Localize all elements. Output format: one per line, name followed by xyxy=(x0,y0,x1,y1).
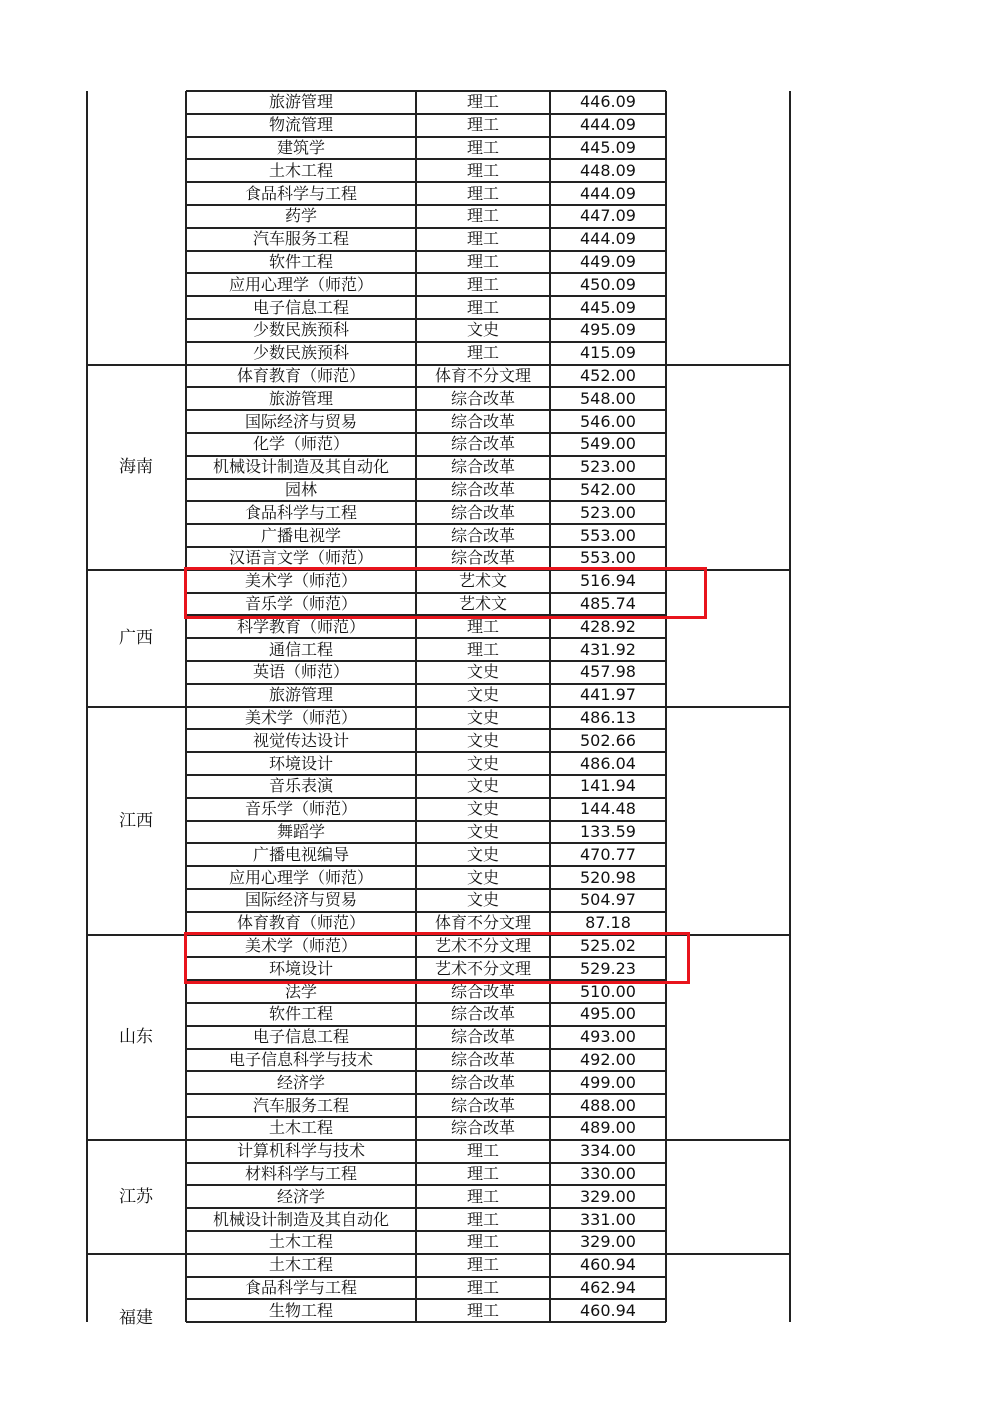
cell-major: 少数民族预科 xyxy=(252,320,349,340)
cell-category: 理工 xyxy=(466,1300,499,1320)
cell-major: 药学 xyxy=(284,206,317,226)
cell-major: 应用心理学（师范） xyxy=(228,867,373,887)
cell-major: 食品科学与工程 xyxy=(244,183,357,203)
cell-major: 国际经济与贸易 xyxy=(244,411,357,431)
cell-category: 理工 xyxy=(466,616,499,636)
highlight-box-shandong xyxy=(184,932,690,985)
cell-category: 文史 xyxy=(466,844,499,864)
province-label: 广西 xyxy=(119,628,153,649)
cell-major: 电子信息科学与技术 xyxy=(228,1050,373,1069)
cell-major: 物流管理 xyxy=(268,115,333,135)
cell-score: 331.00 xyxy=(580,1209,636,1229)
cell-category: 文史 xyxy=(466,867,499,887)
cell-score: 444.09 xyxy=(580,229,636,249)
province-label: 江苏 xyxy=(119,1186,153,1207)
cell-score: 444.09 xyxy=(580,183,636,203)
cell-category: 综合改革 xyxy=(450,1072,515,1092)
cell-category: 理工 xyxy=(466,297,499,317)
cell-score: 448.09 xyxy=(580,160,636,180)
cell-score: 493.00 xyxy=(580,1027,636,1047)
cell-score: 452.00 xyxy=(580,366,636,385)
cell-major: 美术学（师范） xyxy=(244,936,357,955)
cell-category: 理工 xyxy=(466,639,499,659)
cell-category: 理工 xyxy=(466,183,499,203)
cell-category: 文史 xyxy=(466,662,499,682)
cell-major: 旅游管理 xyxy=(268,92,333,112)
cell-category: 理工 xyxy=(466,138,499,157)
cell-score: 470.77 xyxy=(580,844,636,864)
cell-category: 综合改革 xyxy=(450,480,515,499)
cell-score: 516.94 xyxy=(580,571,636,591)
cell-major: 舞蹈学 xyxy=(276,822,325,841)
cell-major: 英语（师范） xyxy=(252,662,349,682)
cell-score: 549.00 xyxy=(580,434,636,454)
highlight-box-guangxi xyxy=(184,567,707,620)
cell-category: 理工 xyxy=(466,274,499,294)
cell-category: 理工 xyxy=(466,1164,499,1183)
cell-score: 87.18 xyxy=(585,913,631,933)
cell-category: 综合改革 xyxy=(450,1118,515,1138)
cell-score: 133.59 xyxy=(580,822,636,841)
cell-score: 450.09 xyxy=(580,274,636,294)
cell-category: 文史 xyxy=(466,730,499,750)
cell-score: 449.09 xyxy=(580,252,636,271)
cell-score: 553.00 xyxy=(580,548,636,568)
cell-category: 理工 xyxy=(466,1278,499,1297)
cell-major: 体育教育（师范） xyxy=(236,366,365,385)
cell-major: 食品科学与工程 xyxy=(244,502,357,522)
cell-major: 生物工程 xyxy=(268,1300,333,1320)
province-label: 山东 xyxy=(119,1027,153,1048)
cell-category: 文史 xyxy=(466,890,499,910)
cell-score: 460.94 xyxy=(580,1255,636,1275)
cell-category: 综合改革 xyxy=(450,1050,515,1069)
cell-major: 音乐表演 xyxy=(268,776,333,796)
cell-major: 土木工程 xyxy=(268,1118,333,1138)
cell-score: 529.23 xyxy=(580,958,636,978)
cell-category: 综合改革 xyxy=(450,525,515,545)
cell-score: 144.48 xyxy=(580,799,636,819)
cell-score: 415.09 xyxy=(580,343,636,363)
cell-score: 504.97 xyxy=(580,890,636,910)
province-label: 江西 xyxy=(119,810,153,831)
province-label: 海南 xyxy=(119,457,153,478)
cell-major: 土木工程 xyxy=(268,1232,333,1252)
cell-score: 441.97 xyxy=(580,685,636,705)
cell-category: 综合改革 xyxy=(450,411,515,431)
cell-category: 文史 xyxy=(466,685,499,705)
cell-score: 548.00 xyxy=(580,388,636,408)
cell-score: 510.00 xyxy=(580,981,636,1001)
cell-category: 理工 xyxy=(466,1255,499,1275)
cell-category: 文史 xyxy=(466,776,499,796)
cell-major: 汽车服务工程 xyxy=(252,1095,349,1115)
cell-major: 广播电视学 xyxy=(260,525,341,545)
cell-category: 综合改革 xyxy=(450,1095,515,1115)
cell-major: 环境设计 xyxy=(268,958,333,978)
cell-score: 488.00 xyxy=(580,1095,636,1115)
cell-category: 文史 xyxy=(466,799,499,819)
cell-score: 520.98 xyxy=(580,867,636,887)
cell-major: 应用心理学（师范） xyxy=(228,274,373,294)
cell-score: 495.00 xyxy=(580,1004,636,1024)
cell-major: 建筑学 xyxy=(276,138,325,157)
cell-score: 499.00 xyxy=(580,1072,636,1092)
cell-category: 理工 xyxy=(466,1209,499,1229)
cell-category: 理工 xyxy=(466,1232,499,1252)
cell-major: 软件工程 xyxy=(268,252,333,271)
cell-score: 486.13 xyxy=(580,708,636,727)
cell-category: 理工 xyxy=(466,1186,499,1206)
cell-major: 材料科学与工程 xyxy=(244,1164,357,1183)
cell-major: 音乐学（师范） xyxy=(244,799,357,819)
cell-major: 音乐学（师范） xyxy=(244,594,357,613)
cell-score: 553.00 xyxy=(580,525,636,545)
cell-score: 489.00 xyxy=(580,1118,636,1138)
cell-score: 446.09 xyxy=(580,92,636,112)
cell-major: 电子信息工程 xyxy=(252,1027,349,1047)
cell-major: 旅游管理 xyxy=(268,388,333,408)
cell-major: 经济学 xyxy=(276,1186,325,1206)
cell-score: 542.00 xyxy=(580,480,636,499)
cell-major: 通信工程 xyxy=(268,639,333,659)
cell-category: 综合改革 xyxy=(450,1004,515,1024)
cell-major: 视觉传达设计 xyxy=(252,730,349,750)
cell-major: 食品科学与工程 xyxy=(244,1278,357,1297)
cell-score: 445.09 xyxy=(580,138,636,157)
cell-score: 428.92 xyxy=(580,616,636,636)
cell-major: 化学（师范） xyxy=(252,434,349,454)
cell-score: 460.94 xyxy=(580,1300,636,1320)
cell-category: 理工 xyxy=(466,92,499,112)
cell-category: 理工 xyxy=(466,1141,499,1161)
row-line-bottom xyxy=(186,1321,666,1323)
cell-score: 485.74 xyxy=(580,594,636,613)
cell-major: 计算机科学与技术 xyxy=(236,1141,365,1161)
cell-score: 444.09 xyxy=(580,115,636,135)
cell-score: 431.92 xyxy=(580,639,636,659)
cell-score: 462.94 xyxy=(580,1278,636,1297)
cell-category: 体育不分文理 xyxy=(434,913,531,933)
cell-major: 土木工程 xyxy=(268,1255,333,1275)
cell-major: 经济学 xyxy=(276,1072,325,1092)
cell-category: 理工 xyxy=(466,343,499,363)
cell-major: 机械设计制造及其自动化 xyxy=(212,1209,389,1229)
cell-category: 理工 xyxy=(466,115,499,135)
cell-score: 334.00 xyxy=(580,1141,636,1161)
cell-category: 体育不分文理 xyxy=(434,366,531,385)
cell-major: 科学教育（师范） xyxy=(236,616,365,636)
cell-score: 329.00 xyxy=(580,1232,636,1252)
cell-major: 广播电视编导 xyxy=(252,844,349,864)
cell-category: 理工 xyxy=(466,252,499,271)
cell-major: 土木工程 xyxy=(268,160,333,180)
cell-category: 综合改革 xyxy=(450,388,515,408)
cell-major: 少数民族预科 xyxy=(252,343,349,363)
cell-score: 447.09 xyxy=(580,206,636,226)
cell-score: 330.00 xyxy=(580,1164,636,1183)
cell-major: 园林 xyxy=(284,480,317,499)
cell-category: 综合改革 xyxy=(450,981,515,1001)
cell-category: 综合改革 xyxy=(450,1027,515,1047)
cell-score: 457.98 xyxy=(580,662,636,682)
cell-score: 523.00 xyxy=(580,457,636,477)
cell-category: 艺术不分文理 xyxy=(434,958,531,978)
cell-category: 文史 xyxy=(466,753,499,773)
cell-category: 文史 xyxy=(466,822,499,841)
cell-category: 理工 xyxy=(466,229,499,249)
cell-major: 环境设计 xyxy=(268,753,333,773)
cell-category: 文史 xyxy=(466,320,499,340)
cell-score: 546.00 xyxy=(580,411,636,431)
cell-score: 525.02 xyxy=(580,936,636,955)
cell-score: 445.09 xyxy=(580,297,636,317)
cell-category: 综合改革 xyxy=(450,434,515,454)
cell-category: 综合改革 xyxy=(450,457,515,477)
cell-category: 文史 xyxy=(466,708,499,727)
cell-score: 523.00 xyxy=(580,502,636,522)
cell-category: 理工 xyxy=(466,160,499,180)
cell-major: 机械设计制造及其自动化 xyxy=(212,457,389,477)
cell-category: 艺术文 xyxy=(458,594,507,613)
cell-major: 国际经济与贸易 xyxy=(244,890,357,910)
cell-major: 电子信息工程 xyxy=(252,297,349,317)
cell-category: 综合改革 xyxy=(450,548,515,568)
cell-major: 软件工程 xyxy=(268,1004,333,1024)
cell-major: 汽车服务工程 xyxy=(252,229,349,249)
cell-score: 492.00 xyxy=(580,1050,636,1069)
cell-major: 体育教育（师范） xyxy=(236,913,365,933)
cell-score: 502.66 xyxy=(580,730,636,750)
cell-major: 旅游管理 xyxy=(268,685,333,705)
cell-major: 法学 xyxy=(284,981,317,1001)
cell-category: 理工 xyxy=(466,206,499,226)
cell-score: 141.94 xyxy=(580,776,636,796)
cell-major: 美术学（师范） xyxy=(244,571,357,591)
province-label: 福建 xyxy=(119,1308,153,1328)
cell-major: 汉语言文学（师范） xyxy=(228,548,373,568)
cell-score: 329.00 xyxy=(580,1186,636,1206)
cell-category: 艺术不分文理 xyxy=(434,936,531,955)
cell-category: 艺术文 xyxy=(458,571,507,591)
cell-category: 综合改革 xyxy=(450,502,515,522)
cell-score: 486.04 xyxy=(580,753,636,773)
cell-score: 495.09 xyxy=(580,320,636,340)
cell-major: 美术学（师范） xyxy=(244,708,357,727)
